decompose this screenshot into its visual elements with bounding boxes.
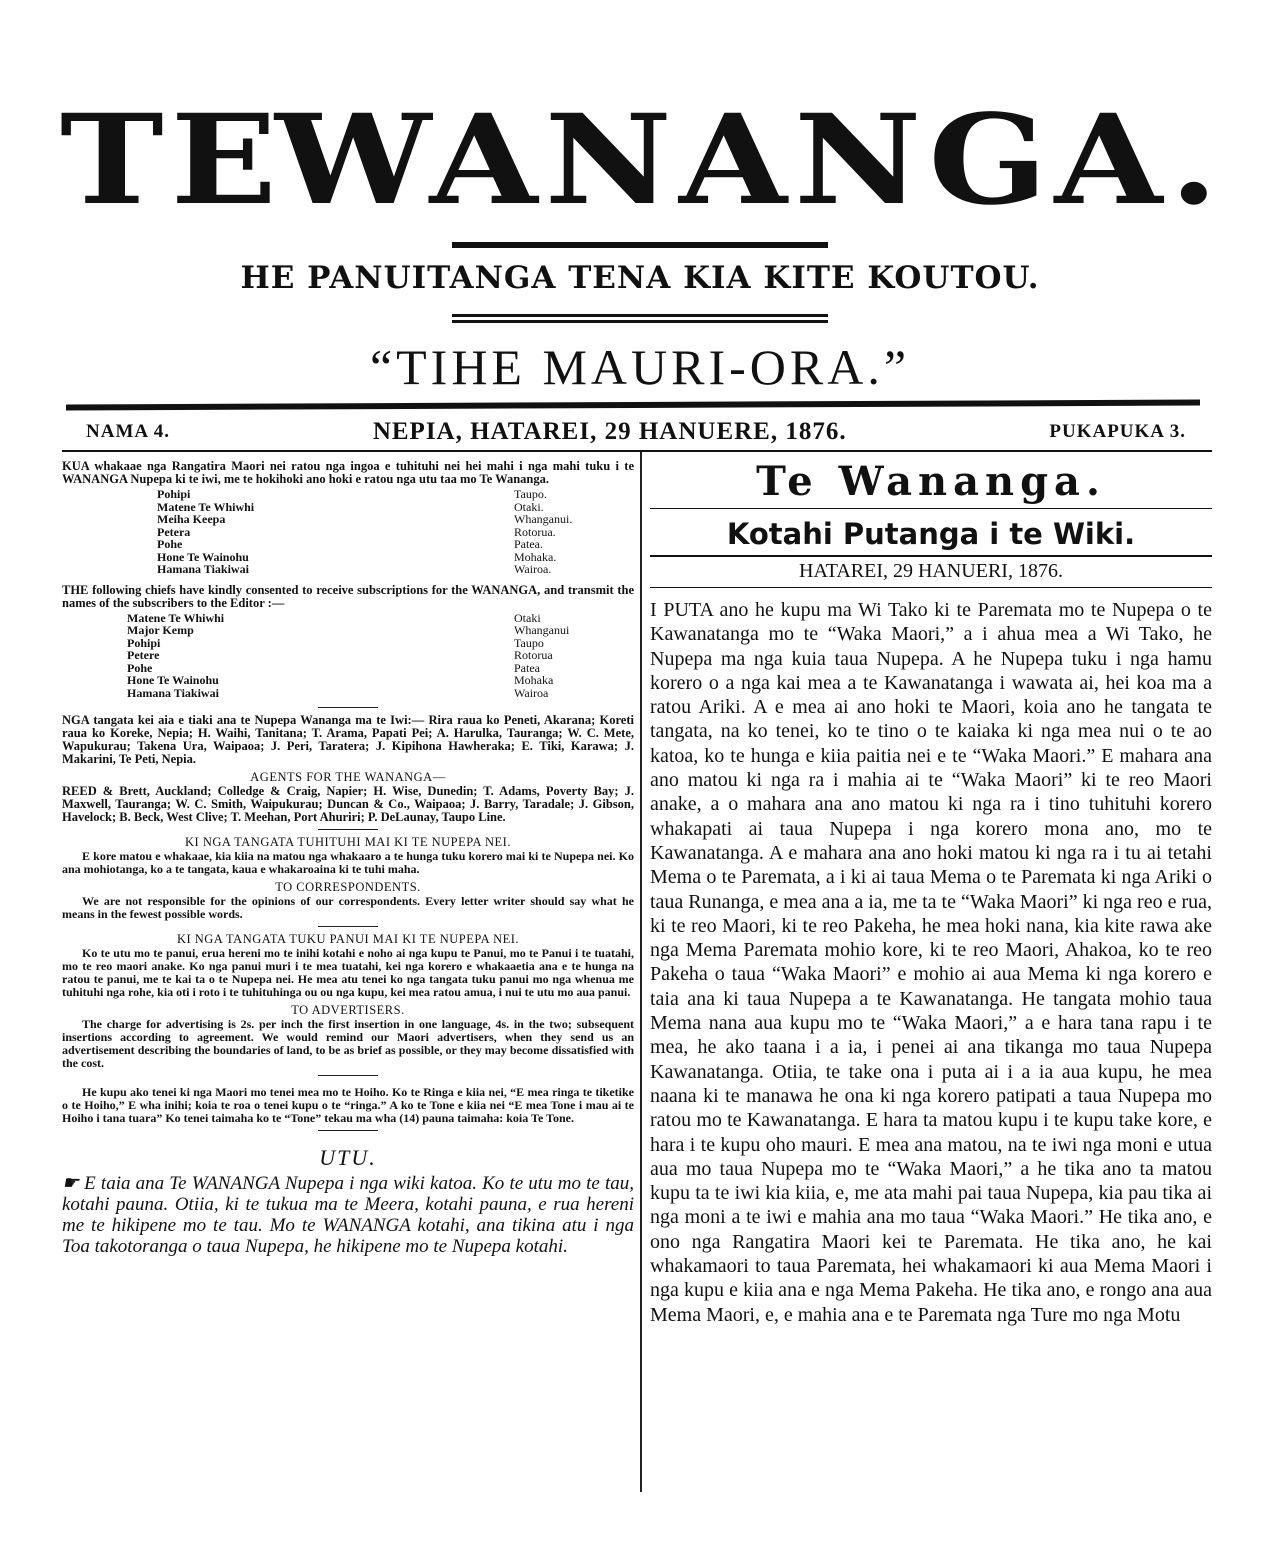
chiefs-list xyxy=(62,612,634,700)
motto: “TIHE MAURI-ORA.” xyxy=(369,339,911,395)
utu-body: ☛ E taia ana Te WANANGA Nupepa i nga wiki katoa. Ko te utu mo te tau, kotahi pauna. Otiia, ki te tukua ma te Meera, kotahi pauna, e rua hereni me te hikipene mo te tau. Mo te WANANGA kotahi, ana tikina atu i nga Toa takotoranga o taua Nupepa, he hikipene mo te Nupepa kotahi. xyxy=(62,1173,634,1257)
issue-date: NEPIA, HATAREI, 29 HANUERE, 1876. xyxy=(372,418,847,445)
divider xyxy=(318,1075,378,1076)
rule-editorial-2 xyxy=(650,555,1212,557)
list-item: Pohe Patea. xyxy=(157,537,543,551)
advertisers-heading: TO ADVERTISERS. xyxy=(291,1003,405,1017)
dateline xyxy=(86,418,1186,446)
column-divider xyxy=(640,452,642,1492)
utu-heading: UTU. xyxy=(319,1145,377,1170)
agents-para: REED & Brett, Auckland; Colledge & Craig, Napier; H. Wise, Dunedin; T. Adams, Poverty Bay; J. Maxwell, Tauranga; W. C. Smith, Waipukurau; Duncan & Co., Waipaoa; J. Barry, Taradale; J. Gibson, Havelock; B. Beck, West Clive; T. Meehan, Port Ahuriri; P. DeLaunay, Taupo Line. xyxy=(62,784,634,824)
advertising-maori-heading: KI NGA TANGATA TUKU PANUI MAI KI TE NUPEPA NEI. xyxy=(176,932,520,946)
rule-editorial-3 xyxy=(650,587,1212,588)
list-item: Pohipi Taupo. xyxy=(157,487,547,501)
rule-mid-2 xyxy=(452,320,828,323)
list-item: Hamana Tiakiwai Wairoa. xyxy=(157,562,552,576)
agents-heading: AGENTS FOR THE WANANGA— xyxy=(250,770,446,784)
divider xyxy=(318,1130,378,1131)
agents-list xyxy=(62,488,634,576)
list-item: Hone Te Wainohu Mohaka. xyxy=(157,549,557,564)
correspondents-heading: TO CORRESPONDENTS. xyxy=(275,880,421,894)
list-item: Matene Te Whiwhi Otaki xyxy=(127,610,541,625)
list-item: Pohe Patea xyxy=(127,660,540,675)
contributors-heading: KI NGA TANGATA TUHITUHI MAI KI TE NUPEPA NEI. xyxy=(185,835,511,849)
right-column xyxy=(650,460,1212,1327)
list-item: Pohipi Taupo xyxy=(127,635,544,650)
contributors-para: E kore matou e whakaae, kia kiia na matou nga whakaaro a te hunga tuku korero mai ki te Nupepa nei. Ko ana mohiotanga, ko a te tangata, kaua e whakaroaina ki te tuhi maha. xyxy=(62,849,634,876)
list-item: Petere Rotorua xyxy=(127,648,553,662)
divider xyxy=(318,707,378,708)
masthead-word-1: TE xyxy=(60,86,284,233)
distributors-para: NGA tangata kei aia e tiaki ana te Nupepa Wananga ma te Iwi:— Rira raua ko Peneti, Akarana; Koreti raua ko Koreke, Nepia; H. Waihi, Tanitana; T. Arama, Papati Pei; A. Harulka, Tauranga; W. C. Mete, Wapukurau; Takena Ura, Waipaoa; J. Peri, Taratera; J. Kipihona Hawheraka; E. Tiki, Karawa; J. Makarini, Te Peti, Nepia. xyxy=(62,713,634,766)
agents-intro: KUA whakaae nga Rangatira Maori nei ratou nga ingoa e tuhituhi nei hei mahi i nga mahi tuku i te WANANGA Nupepa ki te iwi, me te hokihoki ano hoki e ratou nga utu taa mo Te Wananga. xyxy=(62,459,634,486)
list-item: Hone Te Wainohu Mohaka xyxy=(127,673,554,687)
rule-editorial-1 xyxy=(650,508,1212,509)
divider xyxy=(318,926,378,927)
weekly-heading: Kotahi Putanga i te Wiki. xyxy=(726,517,1136,551)
advertisers-para: The charge for advertising is 2s. per inch the first insertion in one language, 4s. in the two; subsequent insertions according to agreement. We would remind our Maori advertisers, when they send us an advertisement describing the boundaries of land, to be as brief as possible, or they may become dissatisfied with the cost. xyxy=(62,1017,634,1070)
chiefs-intro: THE following chiefs have kindly consented to receive subscriptions for the WANANGA, and transmit the names of the subscribers to the Editor :— xyxy=(62,582,634,610)
rule-mid-1 xyxy=(452,314,828,317)
rule-top xyxy=(452,242,828,248)
rule-dateline xyxy=(62,450,1212,452)
list-item: Matene Te Whiwhi Otaki. xyxy=(157,499,544,514)
horse-measure-para: He kupu ako tenei ki nga Maori mo tenei mea mo te Hoiho. Ko te Ringa e kiia nei, “E mea ringa te tiketike o te Hoiho,” E wha inihi; koia te roa o tenei kupu o te “ringa.” A ko te Tone e kiia nei “E mea Tone i mau ai te Hoiho i tana tuara” Ko tenei taimaha ko te “Tone” tekau ma wha (14) pauna taimaha: koia Te Tone. xyxy=(62,1085,634,1125)
list-item: Hamana Tiakiwai Wairoa xyxy=(127,685,549,700)
list-item: Major Kemp Whanganui xyxy=(127,623,570,637)
editorial-date: HATAREI, 29 HANUERI, 1876. xyxy=(799,560,1063,582)
list-item: Meiha Keepa Whanganui. xyxy=(157,512,573,526)
masthead-word-2: WANANGA. xyxy=(274,86,1225,233)
correspondents-para: We are not responsible for the opinions of our correspondents. Every letter writer should say what he means in the fewest possible words. xyxy=(62,894,634,921)
editorial-title: Te Wananga. xyxy=(756,458,1106,505)
subtitle: HE PANUITANGA TENA KIA KITE KOUTOU. xyxy=(240,260,1040,296)
rule-heavy xyxy=(66,400,1200,411)
advertising-maori-para: Ko te utu mo te panui, erua hereni mo te inihi kotahi e noho ai nga kupu te Panui, mo te Panui i te tuatahi, mo te reo maori anake. Ko nga panui muri i te mea tuatahi, kei nga korero e whakaaetia ana e te hunga na ratou te panui, me te kai ta o te Nupepa nei. He mea atu tenei ko nga tangata tuku panui mo nga whenua me tuhituhi nga rohe, kia oti i roto i te tuhituhinga ou ou nga kupu, kei mea ratou amua, i nui te utu mo aua panui. xyxy=(62,946,634,999)
divider xyxy=(318,829,378,830)
issue-number: NAMA 4. xyxy=(86,421,171,442)
left-column xyxy=(62,460,634,1257)
editorial-article: I PUTA ano he kupu ma Wi Tako ki te Paremata mo te Nupepa o te Kawanatanga mo te “Waka Maori,” a i ahua mea a Wi Tako, he Nupepa ma nga kuia taua Nupepa. A he Nupepa tuku i nga hamu korero o a nga kai mea a te Kawanatanga i wawata ai, hei koa ma a ratou Ariki. A e mea ai ano hoki te Maori, koia ano he tangata te tangata, na ko tenei, ko te tino o te kaiaka ki nga mea nui o te ao katoa, ko te hunga e kiia paitia nei e te “Waka Maori.” E mahara ana ano matou ki nga ra i mahia ai te “Waka Maori” ki te reo Maori anake, a o mahara ana ano matou ki nga ra i tino tuhituhi korero whakapati ai taua Nupepa i nga korero mona ano, mo te Kawanatanga. A e mahara ana ano hoki matou ki nga ra i tu ai tetahi Mema o te Paremata, a i ki ai taua Mema o te Paremata ki nga Ariki o taua Runanga, e mea ana a ia, me ta te “Waka Maori” ki nga reo e rua, ki te reo Maori, ki te reo Pakeha, he mea hoki nana, kia kite rawa ake nga Mema Paremata mohio kore, ki te reo Maori, Ahakoa, ko te reo Pakeha o taua “Waka Maori” e mohio ai aua Mema ki nga korero e taia ana ki taua Nupepa a te Kawanatanga. He tangata mohio taua Mema nana aua kupu mo te “Waka Maori,” a e hara tana rapu i te mea, he ako taana i a ia, i penei ai ana tikanga mo taua Nupepa Kawanatanga. Otiia, te take ona i puta ai i a ia aua kupu, he mea naana ki te manawa he ona ki nga korero patipati a taua Nupepa mo ratou mo te Kawanatanga. E hara ta matou kupu i te kupu take kore, e hara i te kupu oho mauri. E mea ana matou, na te iwi nga moni e utua aua mo taua Nupepa mo te “Waka Maori,” a he tika ano ta matou kupu ta te iwi kia kiia, e, me ata mahi pai taua Nupepa, kia pau tika ai nga moni a te iwi e mahia ana mo taua “Waka Maori.” He tika ano, e ono nga Rangatira Maori kei te Paremata. He tika ano, he kai whakamaori to taua Paremata, hei whakamaori ki aua Mema Maori i nga kupu e kiia ana e nga Mema Pakeha. He tika ano, e rongo ana aua Mema Maori, e, e mahia ana e te Paremata nga Ture mo nga Motu xyxy=(650,599,1213,1326)
list-item: Petera Rotorua. xyxy=(157,524,556,539)
masthead-title xyxy=(60,86,1225,233)
page-number: PUKAPUKA 3. xyxy=(1049,421,1186,442)
